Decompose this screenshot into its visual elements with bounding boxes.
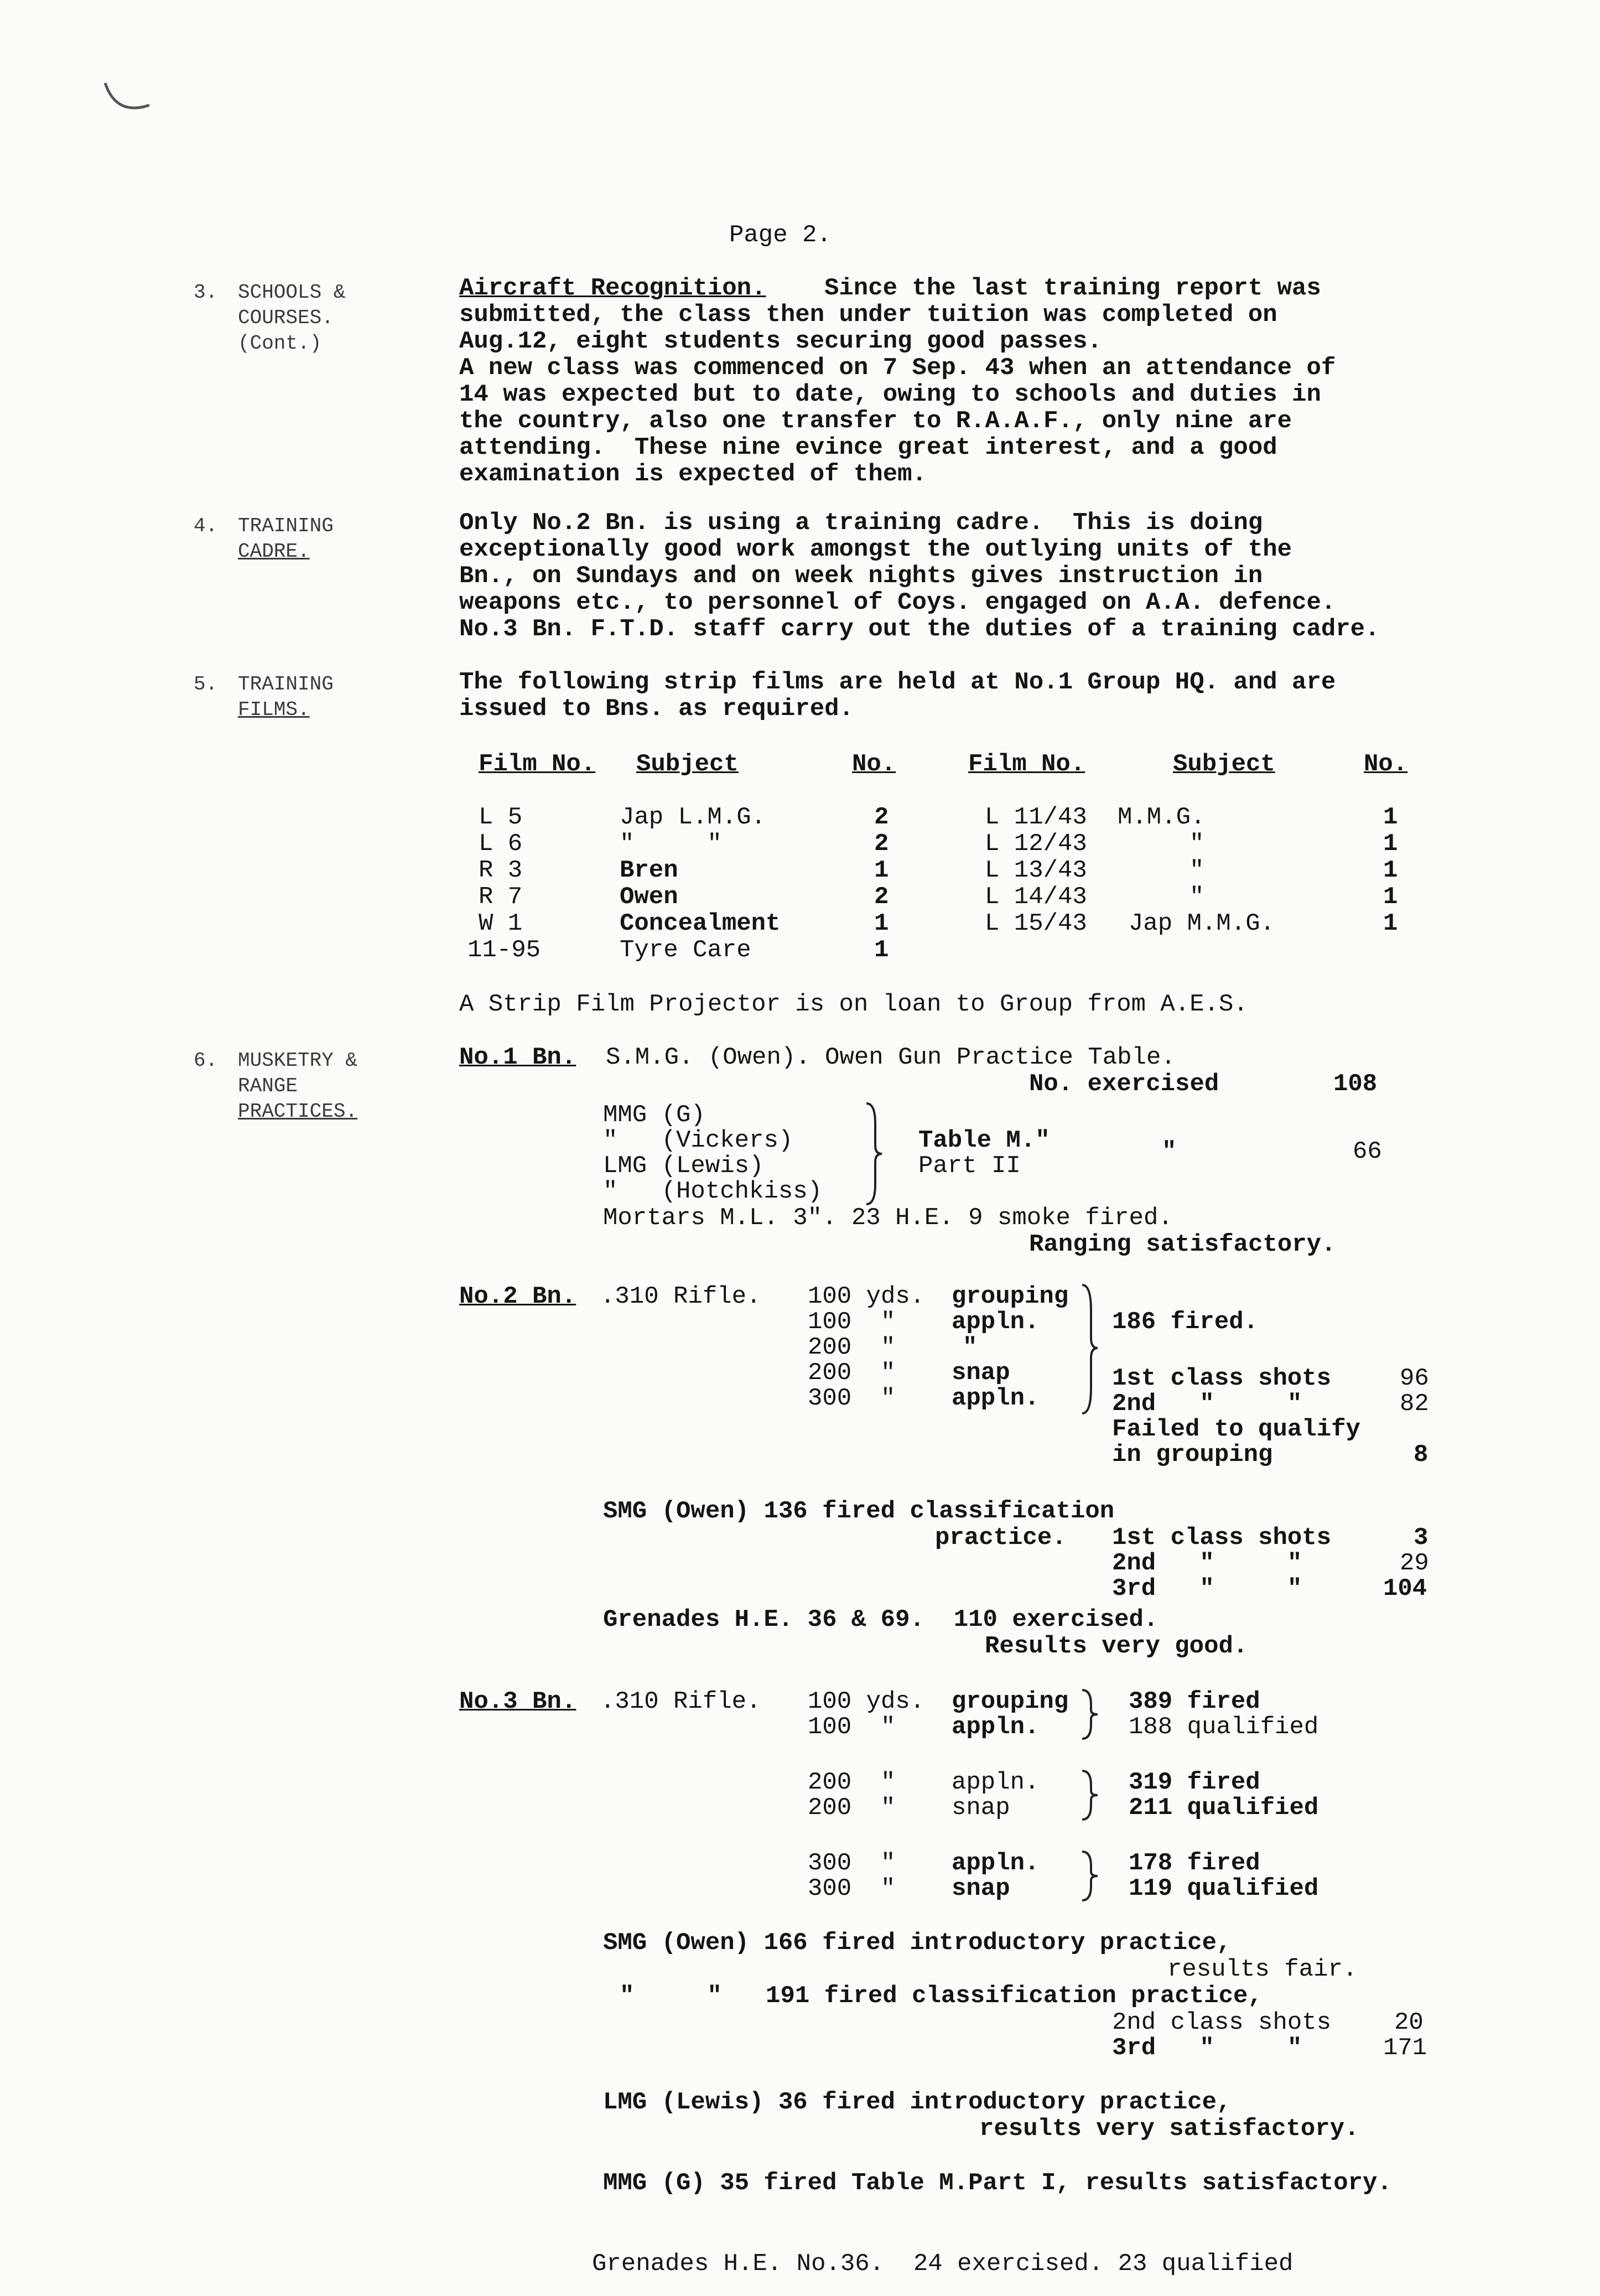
bn3-practice: snap — [952, 1794, 1010, 1822]
bn1-weapon: LMG (Lewis) — [603, 1152, 764, 1180]
bn2-rifle: .310 Rifle. — [600, 1283, 761, 1310]
section-4-heading-line2: CADRE. — [238, 540, 310, 563]
bn2-result-value: 8 — [1414, 1441, 1428, 1469]
bn3-smg-result-value: 171 — [1383, 2034, 1427, 2062]
film-number: L 5 — [479, 804, 523, 831]
section-3-line: attending. These nine evince great interest, and a good — [459, 434, 1277, 462]
bn1-weapon: " (Hotchkiss) — [603, 1178, 823, 1205]
film-number: W 1 — [479, 910, 523, 937]
film-count: 1 — [1383, 857, 1398, 884]
film-subject: Concealment — [620, 910, 781, 937]
bn2-smg-result-label: 1st class shots — [1112, 1524, 1332, 1552]
bn1-table: Table M." — [918, 1127, 1050, 1154]
film-subject: " — [1189, 857, 1204, 884]
section-4-number: 4. — [194, 515, 218, 537]
bn3-result: 188 qualified — [1129, 1713, 1319, 1741]
bn2-smg-result-value: 29 — [1400, 1549, 1429, 1577]
film-subject: M.M.G. — [1118, 804, 1206, 831]
film-count: 2 — [874, 830, 889, 858]
bn2-smg-line: SMG (Owen) 136 fired classification — [603, 1497, 1115, 1525]
bn2-smg-result-value: 104 — [1383, 1575, 1427, 1603]
film-subject: " — [1189, 830, 1204, 858]
film-table-header: Film No. — [479, 750, 596, 778]
section-4-line: weapons etc., to personnel of Coys. engaged on A.A. defence. — [459, 589, 1336, 616]
bn3-result: 211 qualified — [1129, 1794, 1319, 1822]
brace-icon — [1079, 1849, 1101, 1903]
film-number: L 12/43 — [985, 830, 1087, 858]
bn2-distance: 200 " — [808, 1359, 896, 1387]
bn2-result-label: 1st class shots — [1112, 1365, 1332, 1392]
film-count: 1 — [1383, 910, 1398, 937]
bn3-result: 119 qualified — [1129, 1875, 1319, 1903]
bn2-grenades-result: Results very good. — [985, 1632, 1248, 1660]
bn1-exercised-label: No. exercised — [1029, 1070, 1219, 1098]
bn2-grenades: Grenades H.E. 36 & 69. 110 exercised. — [603, 1606, 1159, 1634]
bn1-smg-line: S.M.G. (Owen). Owen Gun Practice Table. — [606, 1044, 1176, 1071]
bn2-label: No.2 Bn. — [459, 1283, 576, 1310]
film-table-header: Subject — [1173, 750, 1275, 778]
bn2-practice: " — [963, 1334, 978, 1361]
bn3-smg-line: SMG (Owen) 166 fired introductory practice, — [603, 1929, 1232, 1957]
section-4-heading-line1: TRAINING — [238, 515, 334, 537]
bn1-exercised-value: 108 — [1333, 1070, 1378, 1098]
section-3-line: 14 was expected but to date, owing to schools and duties in — [459, 381, 1321, 408]
bn1-ditto: " — [1162, 1138, 1177, 1165]
film-table-header: No. — [852, 750, 896, 778]
bn2-smg-result-label: 2nd " " — [1112, 1549, 1302, 1577]
film-subject: Jap L.M.G. — [620, 804, 766, 831]
section-3-line: Aug.12, eight students securing good passes. — [459, 328, 1102, 355]
bn1-weapon: " (Vickers) — [603, 1127, 793, 1154]
section-6-heading-line1: MUSKETRY & — [238, 1049, 358, 1072]
bn3-distance: 300 " — [808, 1875, 896, 1903]
bn3-grenades-line: Grenades H.E. No.36. 24 exercised. 23 qualified — [592, 2250, 1293, 2278]
bn2-result-label: Failed to qualify — [1112, 1416, 1360, 1443]
film-count: 1 — [874, 936, 889, 964]
bn1-label: No.1 Bn. — [459, 1044, 576, 1071]
bn2-distance: 200 " — [808, 1334, 896, 1361]
film-number: R 3 — [479, 857, 523, 884]
bn3-lmg-line: LMG (Lewis) 36 fired introductory practice, — [603, 2088, 1232, 2116]
film-number: 11-95 — [467, 936, 541, 964]
section-3-line: examination is expected of them. — [459, 460, 927, 488]
bn3-practice: appln. — [952, 1713, 1040, 1741]
section-4-line: No.3 Bn. F.T.D. staff carry out the duties of a training cadre. — [459, 615, 1380, 643]
film-subject: " " — [620, 830, 722, 858]
bn2-distance: 100 " — [808, 1308, 896, 1336]
section-6-heading-line2: RANGE — [238, 1075, 298, 1097]
bn1-table-value: 66 — [1353, 1138, 1382, 1165]
section-4-line: exceptionally good work amongst the outlying units of the — [459, 536, 1292, 563]
bn3-smg-result-label: 3rd " " — [1112, 2034, 1302, 2062]
bn3-smg-result-value: 20 — [1394, 2009, 1424, 2036]
film-count: 1 — [1383, 883, 1398, 911]
section-5-line: The following strip films are held at No.1 Group HQ. and are — [459, 668, 1336, 696]
brace-icon — [1079, 1769, 1101, 1822]
bn2-fired: 186 fired. — [1112, 1308, 1259, 1336]
section-4-line: Bn., on Sundays and on week nights gives instruction in — [459, 562, 1263, 590]
film-number: L 14/43 — [985, 883, 1087, 911]
bn3-smg-line: results fair. — [1167, 1956, 1358, 1983]
page-number: Page 2. — [729, 221, 832, 249]
film-count: 1 — [874, 857, 889, 884]
section-3-line: Since the last training report was — [824, 274, 1321, 302]
film-subject: " — [1189, 883, 1204, 911]
bn3-distance: 200 " — [808, 1769, 896, 1796]
bn2-distance: 300 " — [808, 1385, 896, 1412]
film-count: 1 — [874, 910, 889, 937]
film-subject: Bren — [620, 857, 678, 884]
bn2-result-value: 96 — [1400, 1365, 1429, 1392]
section-3-title: Aircraft Recognition. — [459, 274, 766, 302]
film-number: L 11/43 — [985, 804, 1087, 831]
brace-icon — [863, 1101, 885, 1206]
bn3-lmg-line: results very satisfactory. — [979, 2115, 1359, 2143]
film-count: 1 — [1383, 804, 1398, 831]
section-5-line: issued to Bns. as required. — [459, 695, 854, 723]
section-4-line: Only No.2 Bn. is using a training cadre. This is doing — [459, 509, 1263, 537]
section-3-line: submitted, the class then under tuition was completed on — [459, 301, 1277, 329]
bn3-result: 319 fired — [1129, 1769, 1260, 1796]
film-table-header: Film No. — [968, 750, 1085, 778]
section-3-heading-line2: COURSES. — [238, 307, 334, 329]
bn2-smg-line: practice. — [935, 1524, 1067, 1552]
section-5-heading-line1: TRAINING — [238, 673, 334, 696]
section-5-heading-line2: FILMS. — [238, 698, 310, 721]
bn3-result: 178 fired — [1129, 1849, 1260, 1877]
section-6-heading-line3: PRACTICES. — [238, 1100, 358, 1123]
film-subject: Tyre Care — [620, 936, 751, 964]
film-count: 2 — [874, 883, 889, 911]
bn2-practice: appln. — [952, 1385, 1040, 1412]
bn2-result-label: 2nd " " — [1112, 1390, 1302, 1418]
bn3-distance: 200 " — [808, 1794, 896, 1822]
bn1-ranging: Ranging satisfactory. — [1029, 1231, 1336, 1258]
bn3-smg-line: " " 191 fired classification practice, — [620, 1982, 1263, 2010]
brace-icon — [1079, 1283, 1101, 1416]
bn3-practice: appln. — [952, 1849, 1040, 1877]
bn3-practice: grouping — [952, 1688, 1069, 1715]
bn2-smg-result-value: 3 — [1414, 1524, 1428, 1552]
bn3-practice: snap — [952, 1875, 1010, 1903]
bn2-practice: appln. — [952, 1308, 1040, 1336]
bn3-practice: appln. — [952, 1769, 1040, 1796]
film-number: L 6 — [479, 830, 523, 858]
bn2-result-value: 82 — [1400, 1390, 1429, 1418]
film-count: 1 — [1383, 830, 1398, 858]
bn2-practice: snap — [952, 1359, 1010, 1387]
section-3-heading-line1: SCHOOLS & — [238, 281, 346, 304]
bn3-label: No.3 Bn. — [459, 1688, 576, 1715]
bn2-practice: grouping — [952, 1283, 1069, 1310]
section-6-number: 6. — [194, 1049, 218, 1072]
bn3-distance: 300 " — [808, 1849, 896, 1877]
section-3-line: the country, also one transfer to R.A.A.F., only nine are — [459, 407, 1292, 435]
bn3-result: 389 fired — [1129, 1688, 1260, 1715]
bn3-mmg-line: MMG (G) 35 fired Table M.Part I, results satisfactory. — [603, 2169, 1392, 2197]
bn3-rifle: .310 Rifle. — [600, 1688, 761, 1715]
film-count: 2 — [874, 804, 889, 831]
section-3-number: 3. — [194, 281, 218, 304]
bn1-mortars: Mortars M.L. 3". 23 H.E. 9 smoke fired. — [603, 1204, 1173, 1232]
section-5-number: 5. — [194, 673, 218, 696]
punch-hole-mark — [100, 66, 160, 127]
bn3-smg-result-label: 2nd class shots — [1112, 2009, 1332, 2036]
film-table-header: No. — [1364, 750, 1408, 778]
bn3-distance: 100 yds. — [808, 1688, 925, 1715]
film-number: L 15/43 — [985, 910, 1087, 937]
section-3-line: A new class was commenced on 7 Sep. 43 when an attendance of — [459, 354, 1336, 382]
bn1-weapon: MMG (G) — [603, 1101, 705, 1129]
bn1-table: Part II — [918, 1152, 1021, 1180]
section-3-heading-line3: (Cont.) — [238, 332, 322, 355]
bn2-smg-result-label: 3rd " " — [1112, 1575, 1302, 1603]
bn2-result-label: in grouping — [1112, 1441, 1273, 1469]
projector-note: A Strip Film Projector is on loan to Group from A.E.S. — [459, 991, 1248, 1018]
film-subject: Owen — [620, 883, 678, 911]
bn3-distance: 100 " — [808, 1713, 896, 1741]
film-number: L 13/43 — [985, 857, 1087, 884]
film-table-header: Subject — [636, 750, 739, 778]
brace-icon — [1079, 1688, 1101, 1741]
film-number: R 7 — [479, 883, 523, 911]
bn2-distance: 100 yds. — [808, 1283, 925, 1310]
film-subject: Jap M.M.G. — [1129, 910, 1275, 937]
